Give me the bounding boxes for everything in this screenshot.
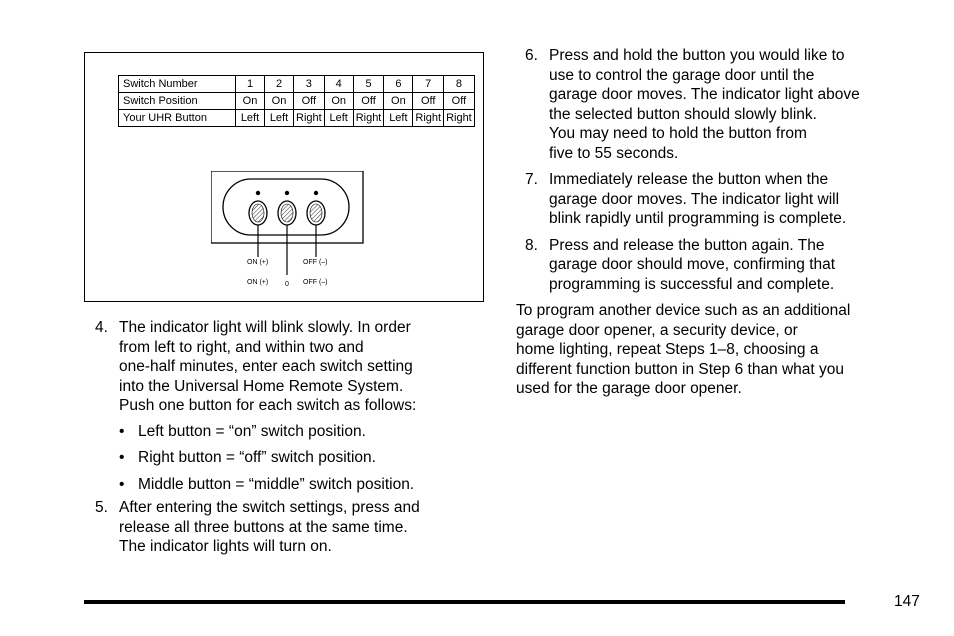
text-line: Immediately release the button when the: [549, 171, 829, 188]
text-line: garage door opener, a security device, or: [516, 321, 798, 339]
text-line: The indicator light will blink slowly. In order: [119, 319, 411, 336]
text-line: from left to right, and within two and: [119, 338, 364, 356]
indicator-light-middle: [285, 191, 289, 195]
text-line: Press and hold the button you would like to: [549, 47, 845, 64]
step-7: [516, 170, 860, 229]
table-cell: 1: [236, 76, 265, 93]
text-line: garage door moves. The indicator light above: [549, 86, 860, 103]
step-number: 8.: [525, 236, 538, 254]
bullet-list: [86, 422, 420, 495]
table-cell: Off: [413, 93, 444, 110]
closing-paragraph: [516, 301, 860, 399]
text-line: Press and release the button again. The: [549, 236, 825, 254]
text-line: The indicator lights will turn on.: [119, 538, 332, 555]
step-5: [86, 498, 420, 557]
table-cell: Left: [236, 110, 265, 127]
text-line: programming is successful and complete.: [549, 275, 835, 293]
text-line: After entering the switch settings, press and: [119, 499, 420, 516]
table-row: [119, 93, 475, 110]
text-line: used for the garage door opener.: [516, 380, 742, 397]
text-line: one-half minutes, enter each switch setting: [119, 358, 413, 375]
row-header: Switch Position: [119, 93, 236, 110]
table-cell: Off: [294, 93, 325, 110]
table-cell: 7: [413, 76, 444, 93]
step-number: 5.: [95, 499, 108, 516]
table-cell: Left: [265, 110, 294, 127]
step-6: [516, 46, 860, 163]
step-8: [516, 236, 860, 295]
table-cell: Off: [353, 93, 384, 110]
text-line: Push one button for each switch as follows:: [119, 397, 417, 414]
table-cell: Right: [413, 110, 444, 127]
label-on-top: ON (+): [247, 259, 269, 266]
table-cell: 3: [294, 76, 325, 93]
table-cell: 2: [265, 76, 294, 93]
text-line: garage door should move, confirming that: [549, 256, 836, 273]
table-row: [119, 76, 475, 93]
table-cell: 4: [324, 76, 353, 93]
indicator-light-right: [314, 191, 318, 195]
table-cell: On: [384, 93, 413, 110]
text-line: the selected button should slowly blink.: [549, 105, 817, 123]
list-item: [86, 448, 420, 468]
bullet-text: Left button = “on” switch position.: [138, 422, 366, 440]
bullet-text: Right button = “off” switch position.: [138, 449, 376, 466]
keypad-illustration: [211, 171, 366, 291]
footer-rule: [84, 600, 845, 604]
left-column: [86, 318, 420, 557]
label-off-top: OFF (–): [303, 259, 328, 266]
table-cell: Right: [444, 110, 475, 127]
table-cell: 8: [444, 76, 475, 93]
step-4: [86, 318, 420, 416]
label-on-bottom: ON (+): [247, 279, 269, 286]
table-cell: Right: [353, 110, 384, 127]
bullet-icon: •: [119, 449, 125, 466]
list-item: [86, 422, 420, 442]
text-line: To program another device such as an additional: [516, 302, 851, 319]
label-zero: 0: [285, 281, 289, 288]
label-off-bottom: OFF (–): [303, 279, 328, 286]
right-column: [516, 46, 860, 399]
step-number: 4.: [95, 319, 108, 336]
text-line: into the Universal Home Remote System.: [119, 377, 404, 395]
table-cell: 6: [384, 76, 413, 93]
text-line: five to 55 seconds.: [549, 144, 679, 162]
table-cell: Left: [324, 110, 353, 127]
text-line: home lighting, repeat Steps 1–8, choosing a: [516, 341, 819, 358]
text-line: use to control the garage door until the: [549, 66, 815, 84]
switch-figure: [84, 52, 484, 302]
step-number: 7.: [525, 171, 538, 188]
row-header: Switch Number: [119, 76, 236, 93]
page-number: 147: [894, 593, 920, 610]
table-cell: Right: [294, 110, 325, 127]
table-cell: On: [324, 93, 353, 110]
bullet-icon: •: [119, 475, 125, 493]
text-line: release all three buttons at the same time.: [119, 518, 408, 536]
text-line: different function button in Step 6 than what you: [516, 360, 845, 378]
bullet-icon: •: [119, 422, 125, 440]
indicator-light-left: [256, 191, 260, 195]
table-cell: Left: [384, 110, 413, 127]
table-cell: On: [265, 93, 294, 110]
list-item: [86, 475, 420, 495]
table-cell: 5: [353, 76, 384, 93]
step-number: 6.: [525, 47, 538, 64]
table-cell: Off: [444, 93, 475, 110]
text-line: blink rapidly until programming is complete.: [549, 210, 847, 227]
switch-table: [118, 75, 475, 127]
text-line: You may need to hold the button from: [549, 125, 807, 142]
text-line: garage door moves. The indicator light will: [549, 190, 840, 208]
table-row: [119, 110, 475, 127]
table-cell: On: [236, 93, 265, 110]
bullet-text: Middle button = “middle” switch position.: [138, 475, 415, 493]
row-header: Your UHR Button: [119, 110, 236, 127]
